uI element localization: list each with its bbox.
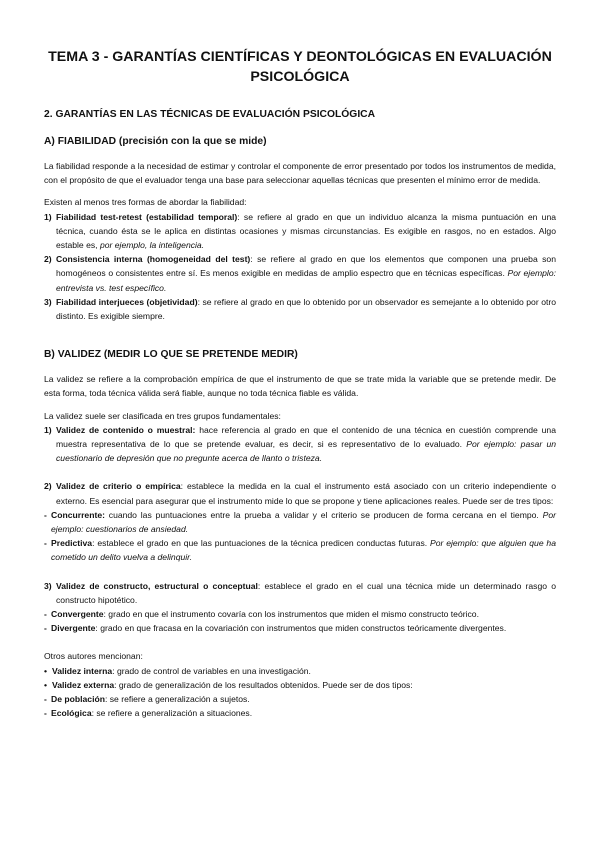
sub-term: De población <box>51 694 105 705</box>
item-text: hace referencia al grado en que el contenido de una técnica en cuestión comprende una muestra representativa de lo que se pretende evaluar, es decir, si es representativo de lo evaluado. <box>56 424 556 450</box>
heading-fiabilidad: A) FIABILIDAD (precisión con la que se mide) <box>44 136 267 147</box>
sub-text: : grado en que el instrumento covaría con los instrumentos que miden el mismo constructo teórico. <box>103 609 479 620</box>
constructo-sub-convergente <box>44 607 556 621</box>
item-example: Por ejemplo: pasar un cuestionario de depresión que no pregunte acerca de llanto o tristeza. <box>56 439 557 464</box>
document-title: TEMA 3 - GARANTÍAS CIENTÍFICAS Y DEONTOLÓGICAS EN EVALUACIÓN PSICOLÓGICA <box>48 49 552 85</box>
item-text: : establece la medida en la cual el instrumento está asociado con un criterio independiente o externo. Es esencial para asegurar que el instrumento mide lo que se propone y tiene aplicaciones reales. Puede ser de tres tipos: <box>56 481 556 506</box>
section-heading-garantias: 2. GARANTÍAS EN LAS TÉCNICAS DE EVALUACIÓN PSICOLÓGICA <box>44 109 376 120</box>
fiabilidad-item-interjueces <box>44 295 556 323</box>
fiabilidad-intro: La fiabilidad responde a la necesidad de estimar y controlar el componente de error presentado por todos los instrumentos de medida, con el propósito de que el evaluador tenga una base para seleccionar aquellas técnicas que presenten el mínimo error de medida. <box>44 161 556 186</box>
sub-term: Predictiva <box>51 538 93 549</box>
fiabilidad-lead: Existen al menos tres formas de abordar la fiabilidad: <box>44 197 247 208</box>
item-text: : se refiere al grado en que un individuo alcanza la misma puntuación en una técnica, cuando ésta se le aplica en distintas ocasiones y mismas circunstancias. Es exigible en rasgos, no en estados. Algo estable es, <box>56 211 556 251</box>
item-text: : se refiere al grado en que lo obtenido por un observador es semejante a lo obtenido por otro distinto. Es exigible siempre. <box>56 296 557 322</box>
item-term: Validez de contenido o muestral: <box>56 424 196 435</box>
bullet-text: : grado de generalización de los resultados obtenidos. Puede ser de dos tipos: <box>114 679 413 690</box>
validez-item-contenido <box>44 423 556 466</box>
item-number: 1) <box>44 211 52 222</box>
sub-term: Concurrente: <box>51 509 105 520</box>
item-term: Validez de constructo, estructural o conceptual <box>56 580 258 591</box>
item-number: 1) <box>44 424 52 435</box>
otros-lead: Otros autores mencionan: <box>44 651 143 662</box>
sub-text: : grado en que fracasa en la covariación con instrumentos que miden constructos teóricamente divergentes. <box>95 623 507 634</box>
bullet-text: : grado de control de variables en una investigación. <box>112 665 311 676</box>
item-term: Consistencia interna (homogeneidad del test) <box>56 254 251 265</box>
item-number: 2) <box>44 254 52 265</box>
bullet-mark: • <box>44 665 48 676</box>
bullet-mark: • <box>44 679 48 690</box>
sub-text: cuando las puntuaciones entre la prueba a validar y el criterio se producen de forma cercana en el tiempo. <box>104 509 543 520</box>
sub-text: : establece el grado en que las puntuaciones de la técnica predicen conductas futuras. <box>92 538 430 549</box>
otros-bullet-interna <box>44 664 556 678</box>
fiabilidad-item-test-retest <box>44 210 556 253</box>
externa-sub-ecologica <box>44 706 556 720</box>
constructo-sub-divergente <box>44 621 556 635</box>
item-text: : se refiere al grado en que los elementos que componen una prueba son homogéneos o consistentes entre sí. Es menos exigible en medidas de amplio espectro que en técnicas específicas. <box>56 254 556 279</box>
item-text: : establece el grado en el cual una técnica mide un determinado rasgo o constructo hipotético. <box>56 580 556 605</box>
externa-sub-poblacion <box>44 692 556 706</box>
sub-mark: - <box>44 509 47 520</box>
sub-mark: - <box>44 708 47 719</box>
item-term: Fiabilidad interjueces (objetividad) <box>56 296 198 307</box>
sub-text: : se refiere a generalización a sujetos. <box>104 694 250 705</box>
item-number: 2) <box>44 481 52 492</box>
heading-validez: B) VALIDEZ (MEDIR LO QUE SE PRETENDE MEDIR) <box>44 349 298 361</box>
item-term: Validez de criterio o empírica <box>56 481 181 492</box>
item-number: 3) <box>44 296 52 307</box>
validez-intro: La validez se refiere a la comprobación empírica de que el instrumento de que se trate mida la variable que se pretende medir. De esta forma, toda técnica válida será fiable, aunque no toda técnica fiable es válida. <box>44 374 556 399</box>
sub-mark: - <box>44 609 47 620</box>
validez-lead: La validez suele ser clasificada en tres grupos fundamentales: <box>44 410 281 421</box>
bullet-term: Validez externa <box>52 679 115 690</box>
item-example: por ejemplo, la inteligencia. <box>99 240 205 251</box>
sub-mark: - <box>44 694 47 705</box>
sub-text: : se refiere a generalización a situaciones. <box>91 708 253 719</box>
item-number: 3) <box>44 580 52 591</box>
criterio-sub-concurrente <box>44 508 556 536</box>
validez-item-constructo <box>44 579 556 607</box>
item-example: Por ejemplo: entrevista vs. test específico. <box>56 268 556 293</box>
item-term: Fiabilidad test-retest (estabilidad temporal) <box>56 211 238 222</box>
sub-example: Por ejemplo: cuestionarios de ansiedad. <box>51 509 556 535</box>
validez-item-criterio <box>44 479 556 507</box>
sub-mark: - <box>44 538 47 549</box>
otros-bullet-externa <box>44 678 556 692</box>
sub-term: Convergente <box>51 609 104 620</box>
fiabilidad-item-consistencia <box>44 252 556 295</box>
sub-term: Divergente <box>51 623 96 634</box>
bullet-term: Validez interna <box>52 665 113 676</box>
sub-term: Ecológica <box>51 708 92 719</box>
sub-mark: - <box>44 623 47 634</box>
sub-example: Por ejemplo: que alguien que ha cometido un delito vuelva a delinquir. <box>51 538 556 563</box>
criterio-sub-predictiva <box>44 536 556 564</box>
